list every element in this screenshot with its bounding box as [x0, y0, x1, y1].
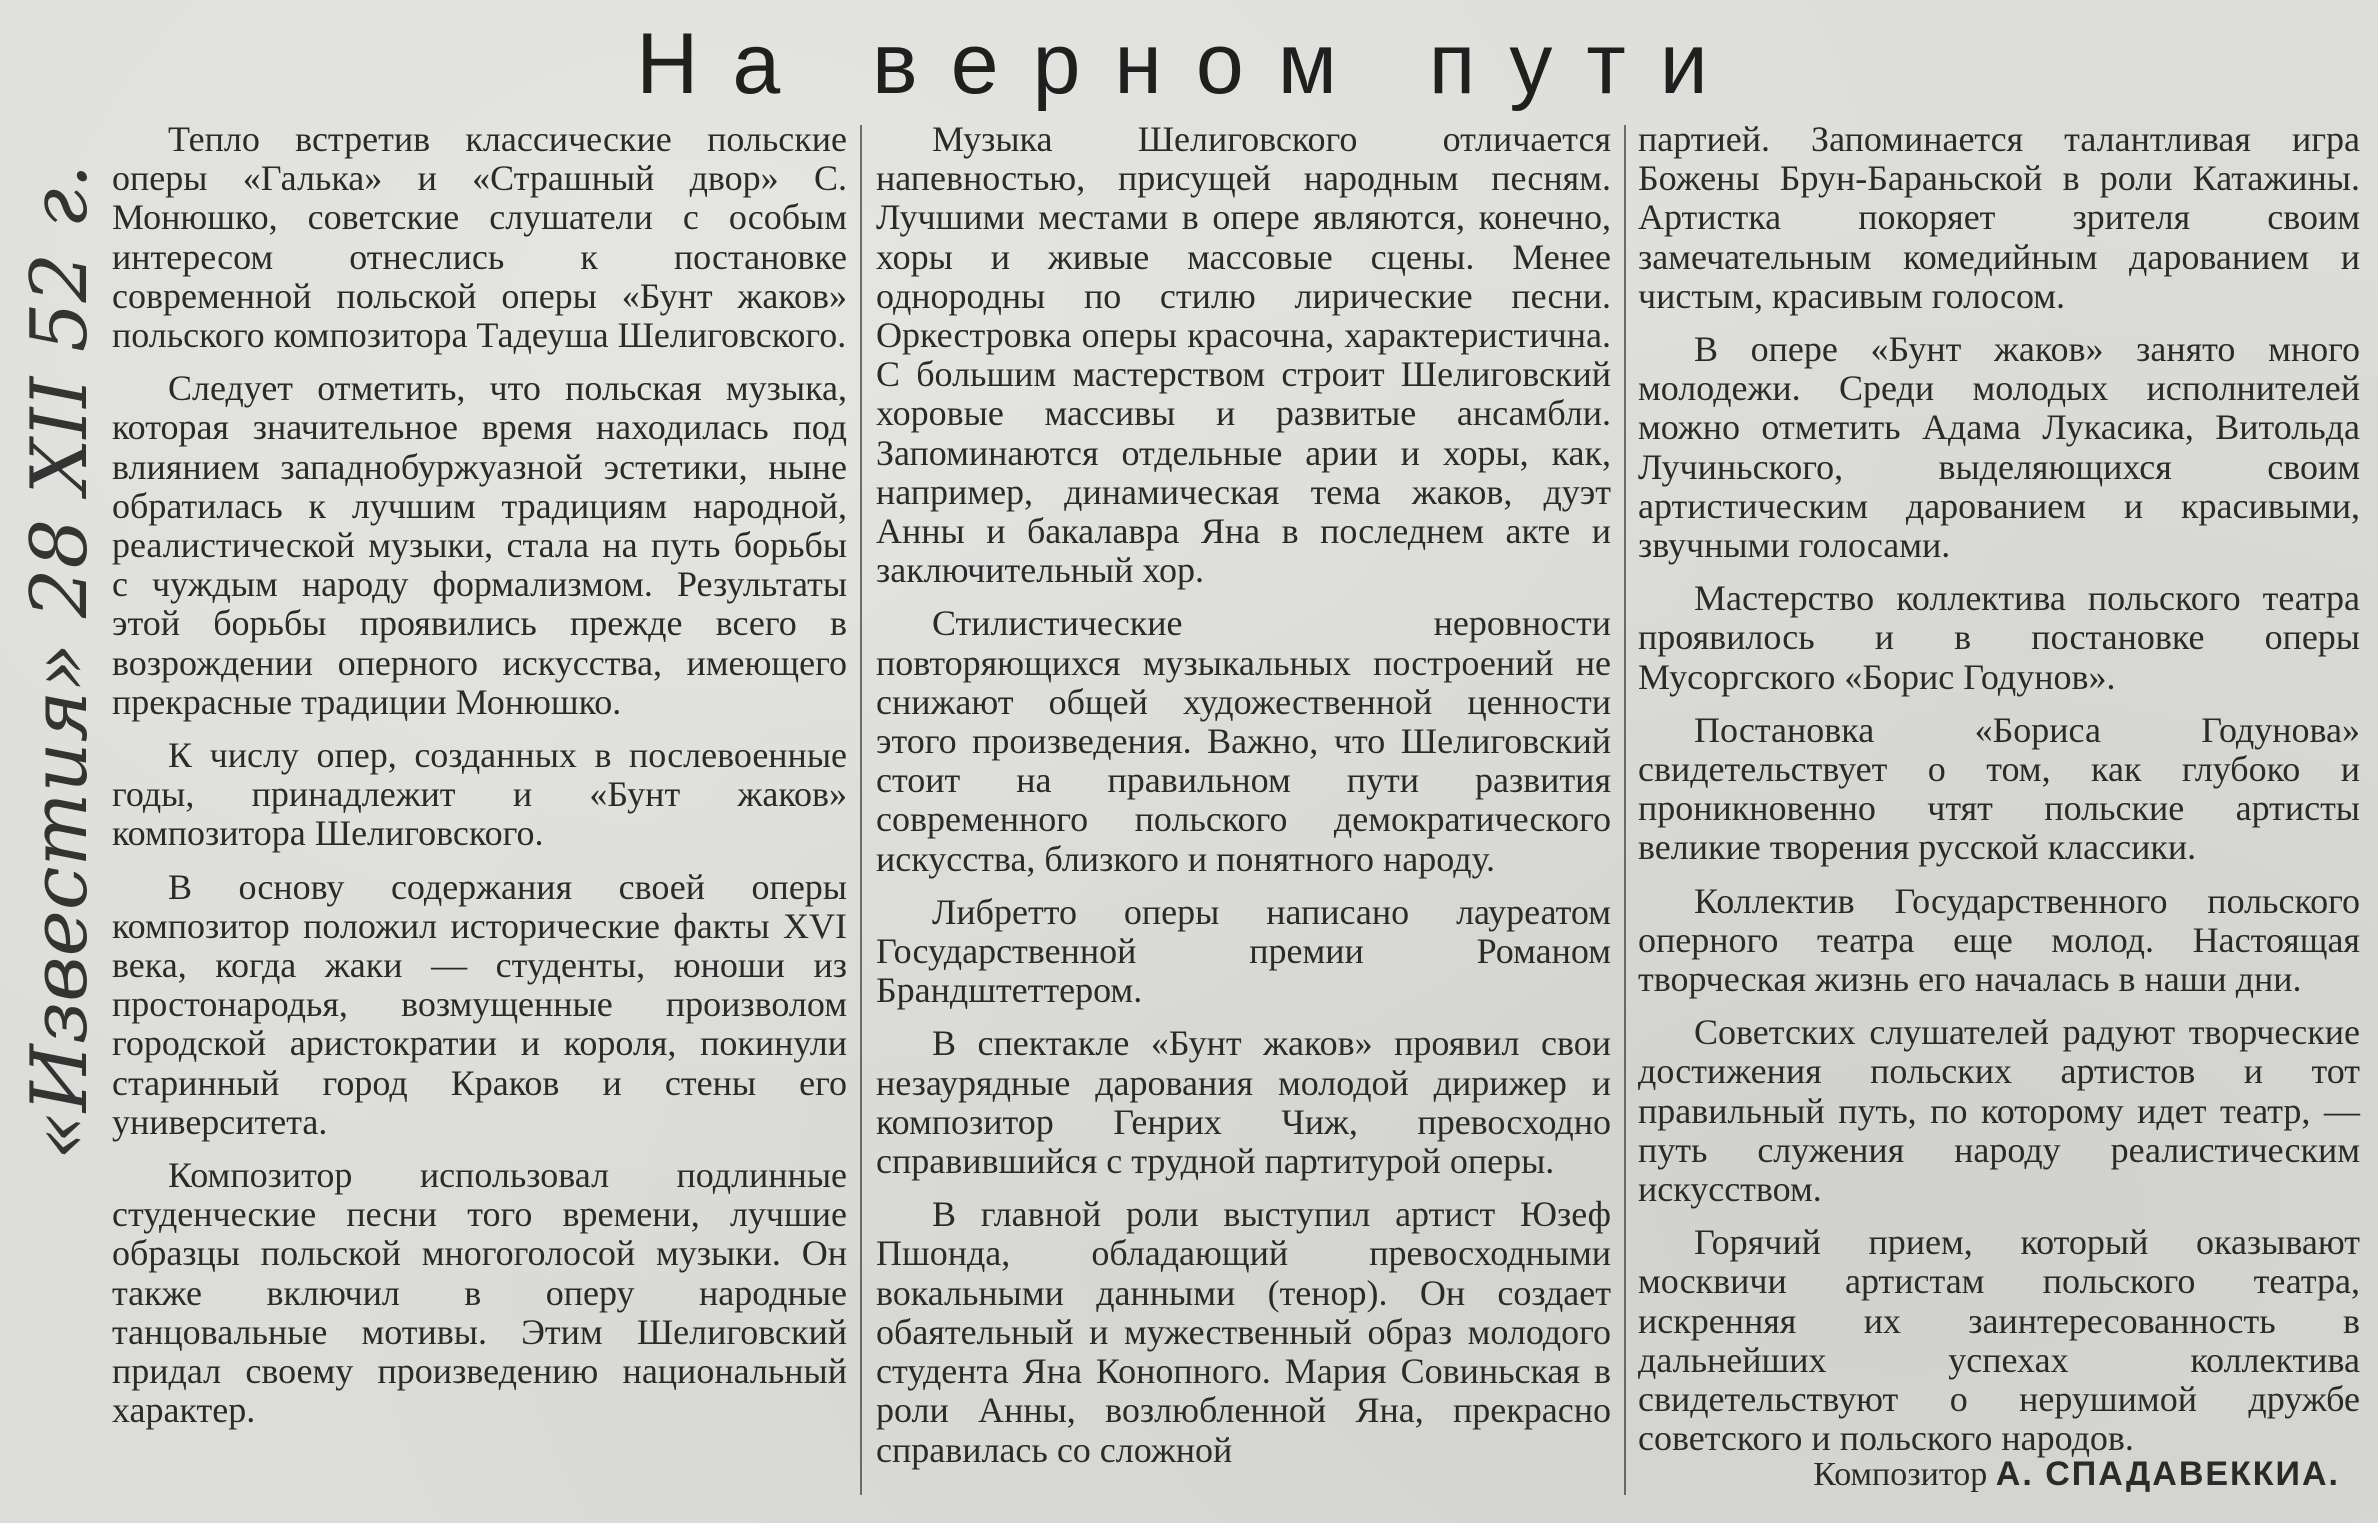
- paragraph: Стилистические неровности повторяющихся музыкальных построений не снижают общей художественной ценности этого произведения. Важно, что Шелиговский стоит на правильном пути развития современного польского демократического искусства, близкого и понятного народу.: [876, 603, 1611, 879]
- author-signature: [1630, 1455, 2340, 1494]
- paragraph: Коллектив Государственного польского оперного театра еще молод. Настоящая творческая жизнь его началась в наши дни.: [1638, 880, 2360, 1000]
- paragraph: В спектакле «Бунт жаков» проявил свои незаурядные дарования молодой дирижер и композитор Генрих Чиж, превосходно справившийся с трудной партитурой оперы.: [876, 1023, 1611, 1182]
- paragraph: Советских слушателей радуют творческие достижения польских артистов и тот правильный путь, по которому идет театр, — путь служения народу реалистическим искусством.: [1638, 1012, 2360, 1210]
- author-name: А. СПАДАВЕККИА.: [1995, 1455, 2340, 1493]
- article-column-3: [1638, 120, 2360, 1473]
- paragraph: К числу опер, созданных в послевоенные годы, принадлежит и «Бунт жаков» композитора Шелиговского.: [112, 735, 847, 854]
- paragraph: В основу содержания своей оперы композитор положил исторические факты XVI века, когда жаки — студенты, юноши из простонародья, возмущенные произволом городской аристократии и короля, покинули старинный город Краков и стены его университета.: [112, 866, 847, 1142]
- paragraph: Горячий прием, который оказывают москвичи артистам польского театра, искренняя их заинтересованность в дальнейших успехах коллектива свидетельствуют о нерушимой дружбе советского и польского народов.: [1638, 1222, 2360, 1459]
- paragraph: Композитор использовал подлинные студенческие песни того времени, лучшие образцы польской многоголосой музыки. Он также включил в оперу народные танцовальные мотивы. Этим Шелиговский придал своему произведению национальный характер.: [112, 1155, 847, 1431]
- article-column-2: [876, 120, 1611, 1484]
- paragraph: В опере «Бунт жаков» занято много молодежи. Среди молодых исполнителей можно отметить Адама Лукасика, Витольда Лучиньского, выделяющихся своим артистическим дарованием и красивыми, звучными голосами.: [1638, 329, 2360, 566]
- article-column-1: [112, 120, 847, 1445]
- paragraph: Мастерство коллектива польского театра проявилось и в постановке оперы Мусоргского «Борис Годунов».: [1638, 578, 2360, 697]
- author-role: Композитор: [1813, 1456, 1988, 1493]
- column-divider: [860, 125, 862, 1495]
- paragraph: партией. Запоминается талантливая игра Божены Брун-Бараньской в роли Катажины. Артистка покоряет зрителя своим замечательным комедийным дарованием и чистым, красивым голосом.: [1638, 119, 2360, 316]
- paragraph: В главной роли выступил артист Юзеф Пшонда, обладающий превосходными вокальными данными (тенор). Он создает обаятельный и мужественный образ молодого студента Яна Конопного. Мария Совиньская в роли Анны, возлюбленной Яна, прекрасно справилась со сложной: [876, 1194, 1611, 1470]
- handwritten-date-graphic: [8, 170, 118, 1170]
- paragraph: Тепло встретив классические польские оперы «Галька» и «Страшный двор» С. Монюшко, советские слушатели с особым интересом отнеслись к постановке современной польской оперы «Бунт жаков» польского композитора Тадеуша Шелиговского.: [112, 119, 847, 356]
- paragraph: Музыка Шелиговского отличается напевностью, присущей народным песням. Лучшими местами в опере являются, конечно, хоры и живые массовые сцены. Менее однородны по стилю лирические песни. Оркестровка оперы красочна, характеристична. С большим мастерством строит Шелиговский хоровые массивы и развитые ансамбли. Запоминаются отдельные арии и хоры, как, например, динамическая тема жаков, дуэт Анны и бакалавра Яна в последнем акте и заключительный хор.: [876, 119, 1611, 591]
- paragraph: Либретто оперы написано лауреатом Государственной премии Романом Брандштеттером.: [876, 891, 1611, 1011]
- handwritten-date-text: «Известия» 28 XII 52 г.: [15, 170, 105, 1160]
- handwritten-date-note: [8, 170, 118, 1170]
- article-headline: На верном пути: [636, 16, 1742, 112]
- paragraph: Постановка «Бориса Годунова» свидетельствует о том, как глубоко и проникновенно чтят польские артисты великие творения русской классики.: [1638, 709, 2360, 868]
- column-divider: [1624, 125, 1626, 1495]
- paragraph: Следует отметить, что польская музыка, которая значительное время находилась под влиянием западнобуржуазной эстетики, ныне обратилась к лучшим традициям народной, реалистической музыки, стала на путь борьбы с чуждым народу формализмом. Результаты этой борьбы проявились прежде всего в возрождении оперного искусства, имеющего прекрасные традиции Монюшко.: [112, 368, 847, 722]
